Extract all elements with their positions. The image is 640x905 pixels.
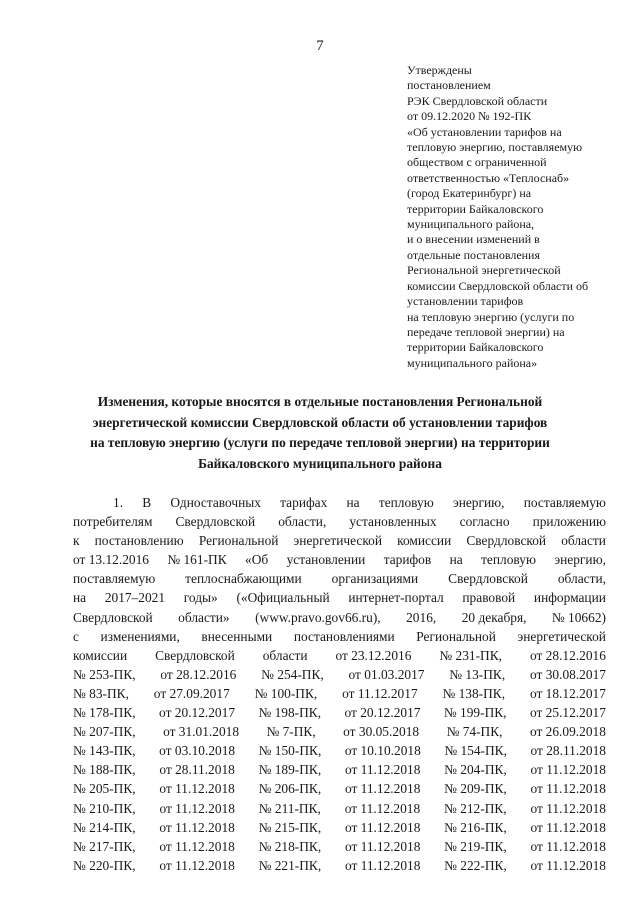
paragraph-word: 1. <box>113 495 124 510</box>
paragraph-word: годы» <box>183 590 218 606</box>
paragraph-line <box>73 760 606 779</box>
paragraph-word: («Официальный <box>236 590 330 606</box>
paragraph-word: установлении <box>286 552 366 568</box>
paragraph-line <box>73 818 606 837</box>
paragraph-word: № 209-ПК, <box>444 781 507 797</box>
paragraph-word: № 161-ПК <box>167 552 227 568</box>
paragraph-word: поставляемую <box>73 571 156 587</box>
paragraph-word: области, <box>278 514 327 530</box>
paragraph-word: от 11.12.2017 <box>342 685 418 701</box>
paragraph-line <box>73 722 606 741</box>
paragraph-word: правовой <box>462 590 516 606</box>
title-line: на тепловую энергию (услуги по передаче тепловой энергии) на территории <box>90 435 550 450</box>
document-title <box>58 392 582 474</box>
paragraph-word: от 11.12.2018 <box>530 857 606 873</box>
paragraph-word: Одноставочных <box>170 495 261 510</box>
paragraph-word: от 11.12.2018 <box>530 800 606 816</box>
paragraph-word: № 218-ПК, <box>258 838 322 854</box>
paragraph-line <box>73 512 606 531</box>
paragraph-word: внесенными <box>201 628 273 644</box>
paragraph-word: № 216-ПК, <box>444 819 507 835</box>
paragraph-word: от 13.12.2016 <box>73 552 149 568</box>
paragraph-word: В <box>142 495 152 510</box>
paragraph-word: № 204-ПК, <box>444 762 507 778</box>
paragraph-word: от 11.12.2018 <box>159 781 235 797</box>
paragraph-word: № 154-ПК, <box>444 743 507 759</box>
paragraph-word: 2016, <box>406 609 437 625</box>
paragraph-word: № 138-ПК, <box>442 685 506 701</box>
paragraph-word: от 27.09.2017 <box>153 685 230 701</box>
approval-line: ответственностью «Теплоснаб» <box>407 170 570 185</box>
paragraph-word: № 100-ПК, <box>254 685 318 701</box>
paragraph-line <box>73 569 606 588</box>
paragraph-word: № 150-ПК, <box>258 743 322 759</box>
paragraph-word: от 10.10.2018 <box>344 743 421 759</box>
approval-line: муниципального района» <box>407 355 538 370</box>
approval-line: комиссии Свердловской области об <box>407 278 589 293</box>
paragraph-word: энергетической <box>517 628 606 644</box>
paragraph-word: от 31.01.2018 <box>163 724 240 740</box>
paragraph-word: потребителям <box>73 514 153 530</box>
paragraph-word: теплоснабжающими <box>185 571 302 587</box>
approval-line: от 09.12.2020 № 192-ПК <box>407 109 532 124</box>
paragraph-word: от 11.12.2018 <box>159 800 235 816</box>
paragraph-word: 2017–2021 <box>104 590 166 606</box>
paragraph-word: № 220-ПК, <box>73 857 136 873</box>
approval-line: территории Байкаловского <box>407 340 544 355</box>
paragraph-word: № 207-ПК, <box>73 724 136 740</box>
paragraph-word: от 20.12.2017 <box>344 705 421 721</box>
paragraph-word: № 143-ПК, <box>73 743 136 759</box>
paragraph-word: установленных <box>349 514 437 530</box>
paragraph-word: от 11.12.2018 <box>344 857 421 873</box>
paragraph-word: от 28.11.2018 <box>530 743 606 759</box>
paragraph-word: с <box>73 628 79 644</box>
paragraph-word: от 30.08.2017 <box>529 666 606 682</box>
paragraph-word: энергетической <box>293 533 383 549</box>
paragraph-word: № 178-ПК, <box>73 705 136 721</box>
paragraph-word: области, <box>557 571 606 587</box>
paragraph-word: приложению <box>532 514 606 530</box>
paragraph-line <box>73 779 606 798</box>
paragraph-line <box>73 741 606 760</box>
paragraph-word: от 26.09.2018 <box>529 724 606 740</box>
paragraph-word: от 28.12.2016 <box>160 666 237 682</box>
paragraph-word: № 253-ПК, <box>73 666 136 682</box>
paragraph-word: № 206-ПК, <box>258 781 322 797</box>
title-line: энергетической комиссии Свердловской области об установлении тарифов <box>92 414 548 430</box>
paragraph-word: от 11.12.2018 <box>344 838 421 854</box>
paragraph-line <box>73 684 606 703</box>
paragraph-word: от 11.12.2018 <box>344 781 421 797</box>
paragraph-word: от 23.12.2016 <box>335 647 412 663</box>
paragraph-word: от 25.12.2017 <box>529 705 606 721</box>
approval-line: отдельные постановления <box>407 247 541 262</box>
approval-line: «Об установлении тарифов на <box>407 124 562 139</box>
paragraph-line <box>73 837 606 856</box>
paragraph-word: № 212-ПК, <box>444 800 507 816</box>
paragraph-line <box>73 856 606 875</box>
paragraph-word: на <box>346 495 360 510</box>
paragraph-word: от 28.11.2018 <box>159 762 235 778</box>
approval-line: установлении тарифов <box>407 294 524 309</box>
approval-line: (город Екатеринбург) на <box>407 186 532 201</box>
paragraph-word: № 254-ПК, <box>261 666 324 682</box>
paragraph-word: от 11.12.2018 <box>344 819 421 835</box>
paragraph-word: № 214-ПК, <box>73 819 136 835</box>
paragraph-word: № 231-ПК, <box>439 647 503 663</box>
paragraph-word: от 11.12.2018 <box>159 819 235 835</box>
paragraph-line <box>73 646 606 665</box>
paragraph-word: от 11.12.2018 <box>530 819 606 835</box>
paragraph-word: на <box>449 552 463 568</box>
paragraph-word: тарифов <box>383 552 432 568</box>
paragraph-word: от 11.12.2018 <box>530 762 606 778</box>
paragraph-word: (www.pravo.gov66.ru), <box>255 609 381 625</box>
paragraph-line <box>73 665 606 684</box>
paragraph-word: тарифах <box>280 495 328 510</box>
paragraph-word: Свердловской <box>448 571 528 587</box>
paragraph-word: постановлению <box>94 533 184 549</box>
paragraph-word: № 210-ПК, <box>73 800 136 816</box>
paragraph-word: на <box>73 590 87 606</box>
approval-line: тепловую энергию, поставляемую <box>407 140 583 155</box>
title-line: Изменения, которые вносятся в отдельные постановления Региональной <box>97 394 543 409</box>
paragraph-word: № 215-ПК, <box>258 819 322 835</box>
paragraph-line <box>73 531 606 550</box>
paragraph-word: № 217-ПК, <box>73 838 136 854</box>
paragraph-word: от 18.12.2017 <box>529 685 606 701</box>
paragraph-word: № 13-ПК, <box>449 666 506 682</box>
paragraph-word: энергию, <box>452 495 505 510</box>
paragraph-word: от 20.12.2017 <box>159 705 236 721</box>
page-number: 7 <box>316 38 324 54</box>
paragraph-word: № 188-ПК, <box>73 762 136 778</box>
paragraph-word: «Об <box>245 552 269 568</box>
paragraph-word: постановлениями <box>293 628 395 644</box>
paragraph-word: согласно <box>459 514 510 530</box>
paragraph-line <box>73 799 606 818</box>
paragraph-word: от 28.12.2016 <box>529 647 606 663</box>
paragraph-word: от 11.12.2018 <box>530 781 606 797</box>
paragraph-word: от 01.03.2017 <box>348 666 425 682</box>
paragraph-word: интернет-портал <box>348 590 444 606</box>
paragraph-word: 20 декабря, <box>461 609 527 625</box>
paragraph-word: Свердловской <box>73 609 153 625</box>
title-line: Байкаловского муниципального района <box>198 455 442 471</box>
approval-block <box>407 63 607 371</box>
paragraph-word: от 11.12.2018 <box>344 762 421 778</box>
paragraph-word: от 03.10.2018 <box>159 743 236 759</box>
approval-line: Утверждены <box>407 63 472 77</box>
paragraph-1 <box>73 493 606 875</box>
paragraph-line <box>73 703 606 722</box>
approval-line: передаче тепловой энергии) на <box>407 324 565 339</box>
paragraph-word: комиссии <box>397 533 452 549</box>
paragraph-word: № 219-ПК, <box>444 838 507 854</box>
approval-line: постановлением <box>407 78 491 93</box>
paragraph-word: от 11.12.2018 <box>344 800 421 816</box>
paragraph-word: области <box>262 647 308 663</box>
paragraph-word: Региональной <box>198 533 279 549</box>
paragraph-word: организациями <box>331 571 419 587</box>
paragraph-word: Свердловской <box>466 533 547 549</box>
approval-line: Региональной энергетической <box>407 263 561 278</box>
paragraph-word: энергию, <box>554 552 606 568</box>
paragraph-line <box>73 608 606 627</box>
paragraph-word: области» <box>178 609 230 625</box>
paragraph-word: № 221-ПК, <box>258 857 322 873</box>
approval-line: РЭК Свердловской области <box>407 93 548 108</box>
paragraph-word: № 10662) <box>551 609 606 625</box>
paragraph-word: № 74-ПК, <box>446 724 503 740</box>
approval-line: муниципального района, <box>407 217 535 232</box>
paragraph-word: от 11.12.2018 <box>159 857 235 873</box>
paragraph-line <box>73 588 606 607</box>
paragraph-line <box>73 550 606 569</box>
paragraph-word: от 30.05.2018 <box>343 724 420 740</box>
paragraph-word: № 199-ПК, <box>443 705 507 721</box>
paragraph-line <box>73 627 606 646</box>
paragraph-word: тепловую <box>378 495 434 510</box>
paragraph-word: комиссии <box>73 647 128 663</box>
paragraph-word: тепловую <box>481 552 536 568</box>
paragraph-word: информации <box>533 590 606 606</box>
paragraph-word: к <box>73 533 80 549</box>
approval-line: на тепловую энергию (услуги по <box>407 309 575 324</box>
paragraph-word: поставляемую <box>523 495 606 510</box>
paragraph-word: Региональной <box>416 628 496 644</box>
approval-line: и о внесении изменений в <box>407 232 540 247</box>
paragraph-word: изменениями, <box>100 628 180 644</box>
approval-line: обществом с ограниченной <box>407 155 547 170</box>
paragraph-word: № 205-ПК, <box>73 781 136 797</box>
paragraph-word: № 83-ПК, <box>73 685 129 701</box>
paragraph-word: № 7-ПК, <box>266 724 316 740</box>
paragraph-line <box>73 493 606 512</box>
paragraph-word: Свердловской <box>175 514 256 530</box>
paragraph-word: № 198-ПК, <box>258 705 322 721</box>
paragraph-word: от 11.12.2018 <box>159 838 235 854</box>
approval-line: территории Байкаловского <box>407 201 544 216</box>
paragraph-word: области <box>561 533 606 549</box>
paragraph-word: Свердловской <box>155 647 235 663</box>
paragraph-word: № 189-ПК, <box>258 762 322 778</box>
paragraph-word: № 222-ПК, <box>444 857 507 873</box>
paragraph-word: от 11.12.2018 <box>530 838 606 854</box>
paragraph-word: № 211-ПК, <box>258 800 321 816</box>
